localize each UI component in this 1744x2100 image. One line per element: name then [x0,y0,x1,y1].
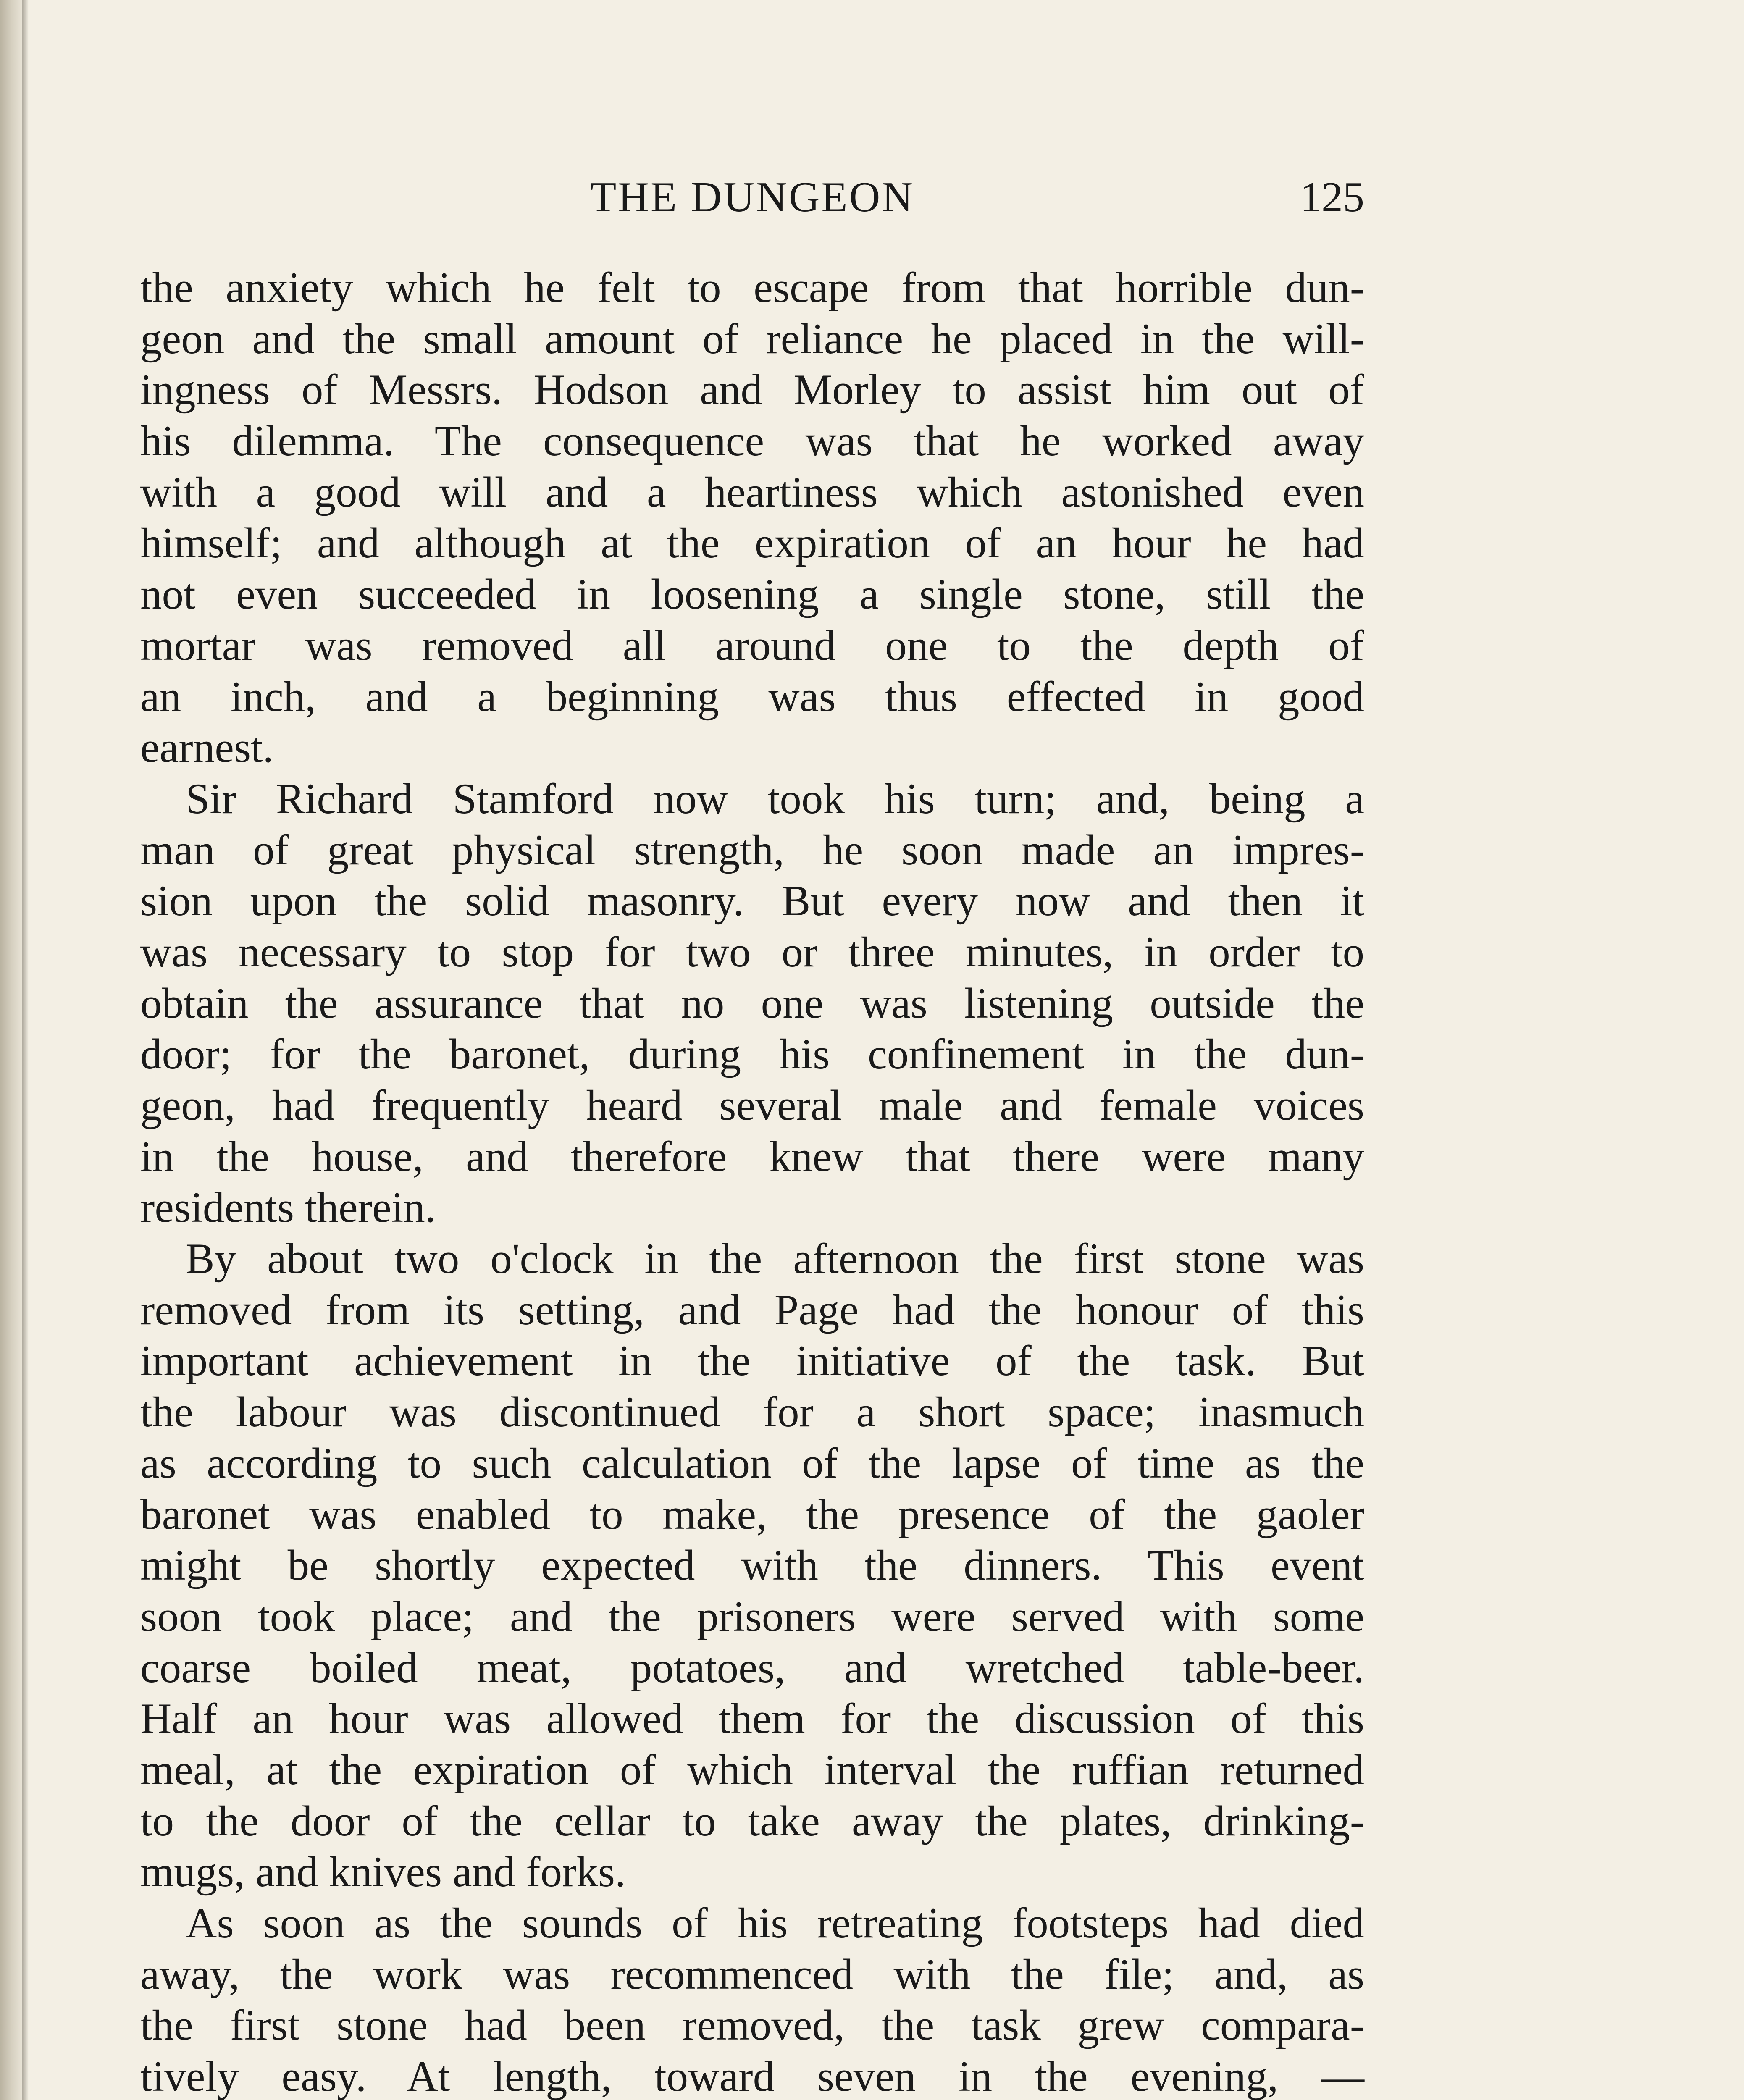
text-line: as according to such calculation of the lapse of time as the [140,1439,1364,1487]
text-line: tively easy. At length, toward seven in the evening, — [140,2053,1364,2100]
text-line: meal, at the expiration of which interval the ruffian returned [140,1746,1364,1794]
text-line: with a good will and a heartiness which astonished even [140,468,1364,516]
text-line: in the house, and therefore knew that there were many [140,1132,1364,1181]
text-line: to the door of the cellar to take away the plates, drinking- [140,1797,1364,1845]
text-line: mortar was removed all around one to the depth of [140,621,1364,669]
text-line: ingness of Messrs. Hodson and Morley to assist him out of [140,366,1364,414]
text-line: As soon as the sounds of his retreating footsteps had died [186,1899,1364,1947]
text-line: an inch, and a beginning was thus effected in good [140,672,1364,721]
text-line: the first stone had been removed, the task grew compara- [140,2001,1364,2050]
body-text [140,262,1364,2100]
text-line: not even succeeded in loosening a single stone, still the [140,570,1364,619]
text-line: mugs, and knives and forks. [140,1848,626,1896]
text-line: removed from its setting, and Page had the honour of this [140,1286,1364,1334]
text-line: the anxiety which he felt to escape from that horrible dun- [140,264,1364,312]
text-line: important achievement in the initiative of the task. But [140,1337,1364,1385]
text-line: might be shortly expected with the dinners. This event [140,1541,1364,1590]
text-line: obtain the assurance that no one was listening outside the [140,979,1364,1027]
text-line: residents therein. [140,1184,436,1232]
text-line: baronet was enabled to make, the presence of the gaoler [140,1490,1364,1538]
text-line: the labour was discontinued for a short space; inasmuch [140,1388,1364,1436]
gutter-line [22,0,28,2100]
running-head [140,168,1364,227]
text-line: coarse boiled meat, potatoes, and wretched table-beer. [140,1643,1364,1692]
page-number: 125 [1300,173,1364,221]
text-line: earnest. [140,724,274,772]
text-line: geon, had frequently heard several male and female voices [140,1082,1364,1129]
text-line: soon took place; and the prisoners were served with some [140,1592,1364,1641]
text-line: sion upon the solid masonry. But every now and then it [140,877,1364,925]
page-title: THE DUNGEON [590,173,915,221]
text-line: By about two o'clock in the afternoon the first stone was [186,1235,1364,1283]
text-line: away, the work was recommenced with the file; and, as [140,1950,1364,1998]
text-line: himself; and although at the expiration of an hour he had [140,519,1364,567]
text-line: man of great physical strength, he soon made an impres- [140,826,1364,874]
text-line: was necessary to stop for two or three minutes, in order to [140,928,1364,976]
text-line: door; for the baronet, during his confinement in the dun- [140,1030,1364,1079]
text-line: his dilemma. The consequence was that he worked away [140,417,1364,465]
text-line: Sir Richard Stamford now took his turn; and, being a [186,774,1364,823]
text-line: geon and the small amount of reliance he placed in the will- [140,315,1364,363]
text-line: Half an hour was allowed them for the discussion of this [140,1695,1364,1743]
